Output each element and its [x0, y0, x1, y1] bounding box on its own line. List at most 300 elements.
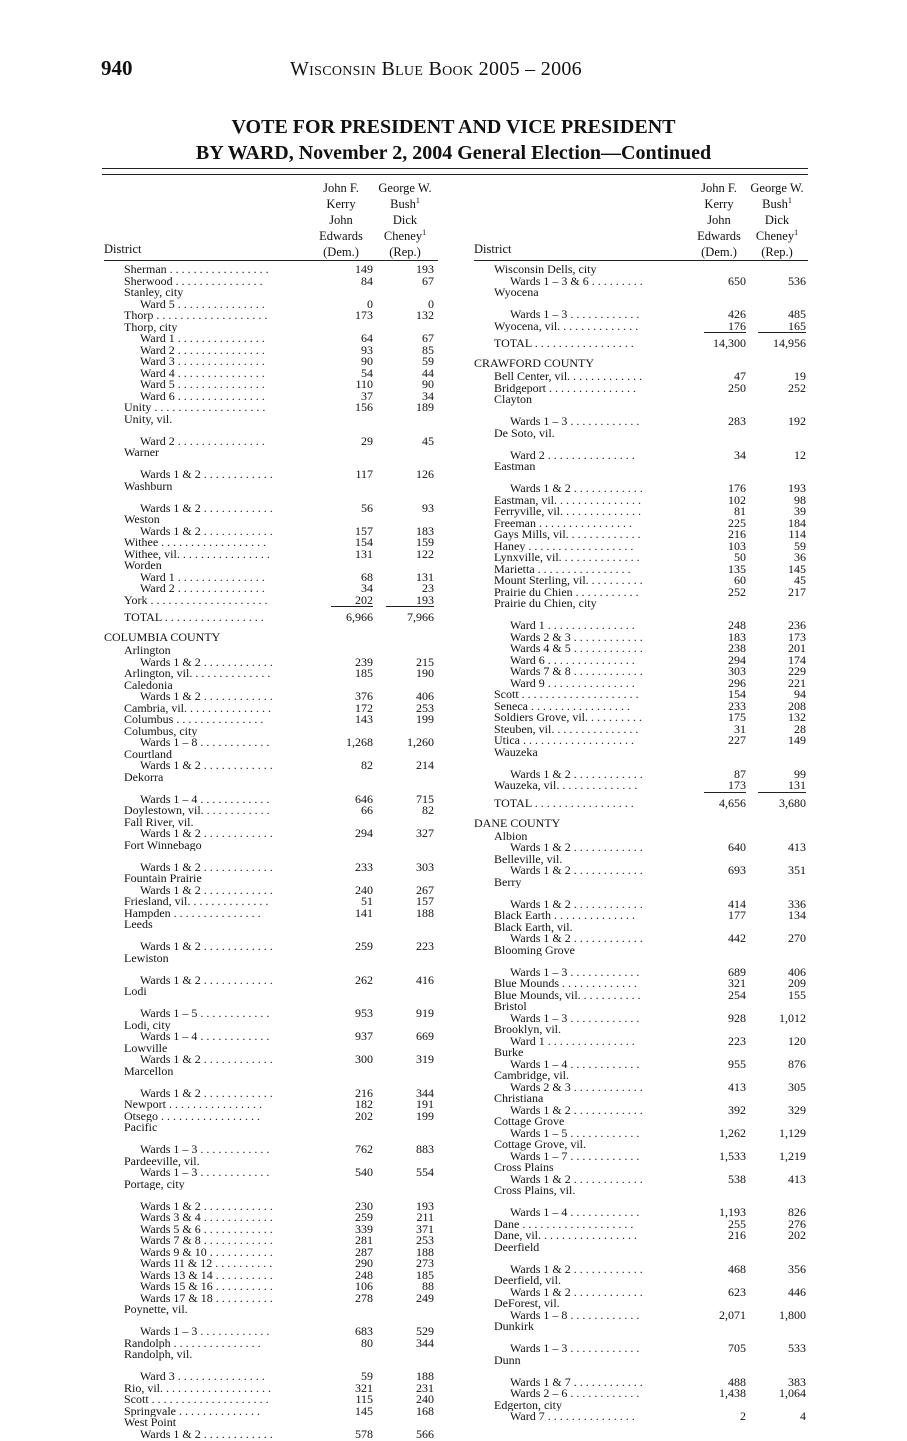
bush-votes: 132 [788, 710, 806, 724]
table-row [104, 1167, 438, 1179]
kerry-votes: 693 [728, 863, 746, 877]
bush-votes: 406 [416, 689, 434, 703]
bush-votes: 1,012 [779, 1010, 806, 1025]
bush-votes: 529 [416, 1324, 434, 1338]
bush-votes: 45 [794, 573, 806, 587]
bush-votes: 566 [416, 1426, 434, 1441]
district-name: Ward 9 . . . . . . . . . . . . . . . [510, 677, 635, 689]
kerry-votes: 143 [355, 712, 373, 726]
table-row [104, 447, 438, 459]
table-row [104, 523, 438, 538]
district-name: Wards 1 – 3 . . . . . . . . . . . . [510, 1343, 640, 1355]
bush-votes: 98 [794, 492, 806, 507]
bush-header-line: Bush [390, 197, 416, 211]
kerry-votes: 259 [355, 939, 373, 953]
table-row [474, 1010, 808, 1025]
district-name: Wards 17 & 18 . . . . . . . . . . [140, 1292, 273, 1304]
table-row [474, 552, 808, 564]
kerry-votes: 31 [734, 721, 746, 736]
table-row [474, 461, 808, 473]
district-name: Eastman [494, 461, 536, 473]
running-head: Wisconsin Blue Book 2005 – 2006 [290, 58, 582, 80]
table-row [104, 425, 438, 447]
bush-votes: 114 [788, 527, 806, 541]
table-row [104, 896, 438, 908]
district-name: Cross Plains, vil. [494, 1185, 576, 1197]
kerry-votes: 683 [355, 1324, 373, 1338]
county-heading-row [104, 630, 438, 645]
district-name: Wards 1 & 2 . . . . . . . . . . . . [510, 1286, 643, 1298]
bush-votes: 191 [416, 1097, 434, 1111]
bush-votes: 36 [794, 550, 806, 564]
table-row [104, 714, 438, 726]
table-row [104, 998, 438, 1020]
kerry-header-line: (Dem.) [701, 245, 737, 259]
bush-votes: 371 [416, 1221, 434, 1236]
table-row [104, 840, 438, 852]
table-row [474, 610, 808, 632]
table-row [104, 514, 438, 526]
kerry-votes: 34 [734, 447, 746, 462]
bush-votes: 44 [422, 365, 434, 380]
left-rows [104, 264, 438, 1440]
district-name: Marietta . . . . . . . . . . . . . . . . [494, 563, 631, 575]
kerry-votes: 115 [355, 1392, 373, 1406]
district-name: Wards 1 & 2 . . . . . . . . . . . . [140, 656, 273, 668]
bush-votes: 231 [416, 1380, 434, 1395]
kerry-votes: 29 [361, 433, 373, 448]
table-row [104, 828, 438, 840]
bush-votes: 554 [416, 1165, 434, 1179]
district-name: Blue Mounds, vil. . . . . . . . . . . [494, 989, 641, 1001]
table-row [104, 772, 438, 784]
bush-votes: 202 [788, 1228, 806, 1242]
total-row [474, 332, 808, 356]
district-name: Springvale . . . . . . . . . . . . . . [124, 1405, 260, 1417]
district-name: Wards 1 & 2 . . . . . . . . . . . . [140, 1428, 273, 1440]
district-name: Bristol [494, 1001, 527, 1013]
table-row [474, 1400, 808, 1412]
district-name: Wards 1 & 2 . . . . . . . . . . . . [510, 842, 643, 854]
table-row [104, 1020, 438, 1032]
district-name: Scott . . . . . . . . . . . . . . . . . . . . [494, 689, 639, 701]
kerry-votes: 1,268 [346, 735, 373, 749]
bush-votes: 669 [416, 1029, 434, 1043]
kerry-votes: 392 [728, 1102, 746, 1117]
district-name: De Soto, vil. [494, 427, 555, 439]
district-name: Wards 7 & 8 . . . . . . . . . . . . [140, 1235, 273, 1247]
bush-votes: 273 [416, 1256, 434, 1270]
bush-votes: 122 [416, 546, 434, 561]
bush-header-line: Cheney [383, 229, 423, 243]
bush-votes: 209 [788, 976, 806, 990]
bush-votes: 174 [788, 652, 806, 667]
district-name: Thorp . . . . . . . . . . . . . . . . . . . [124, 310, 268, 322]
header-rule [474, 260, 808, 261]
district-name: Prairie du Chien, city [494, 598, 597, 610]
kerry-votes: 64 [361, 331, 373, 345]
kerry-header-line: John F. [701, 181, 737, 195]
table-row [474, 933, 808, 945]
table-row [474, 1056, 808, 1071]
district-name: Lodi, city [124, 1019, 171, 1031]
table-row [474, 747, 808, 759]
district-name: Ward 2 . . . . . . . . . . . . . . . [140, 435, 265, 447]
kerry-votes: 149 [355, 262, 373, 276]
district-name: Withee . . . . . . . . . . . . . . . . . . [124, 537, 267, 549]
district-name: Wauzeka, vil. . . . . . . . . . . . . . [494, 780, 638, 792]
bush-votes: 383 [788, 1374, 806, 1389]
kerry-votes: 51 [361, 894, 373, 908]
table-row [104, 481, 438, 493]
county-heading-row [474, 816, 808, 831]
district-name: Eastman, vil. . . . . . . . . . . . . . . [494, 494, 641, 506]
table-row [104, 668, 438, 680]
county-heading-row [474, 356, 808, 371]
table-row [474, 1333, 808, 1355]
bush-votes: 199 [416, 1108, 434, 1123]
district-name: Christiana [494, 1093, 544, 1105]
district-name: Wards 1 & 2 . . . . . . . . . . . . [140, 884, 273, 896]
table-row [104, 583, 438, 595]
kerry-votes: 468 [728, 1261, 746, 1276]
bush-votes: 157 [416, 894, 434, 908]
table-row [474, 318, 808, 333]
table-row [104, 645, 438, 657]
district-name: Wards 1 & 2 . . . . . . . . . . . . [140, 941, 273, 953]
kerry-header [306, 180, 376, 260]
table-title: VOTE FOR PRESIDENT AND VICE PRESIDENT [231, 116, 676, 138]
table-row [104, 749, 438, 761]
district-name: Newport . . . . . . . . . . . . . . . . [124, 1099, 262, 1111]
table-row [474, 831, 808, 843]
kerry-votes: 47 [734, 369, 746, 383]
district-name: Otsego . . . . . . . . . . . . . . . . . [124, 1110, 260, 1122]
table-row [474, 584, 808, 599]
district-name: Stanley, city [124, 287, 184, 299]
table-row [474, 1079, 808, 1094]
table-row [474, 406, 808, 428]
kerry-votes: 185 [355, 666, 373, 680]
table-row [104, 333, 438, 345]
kerry-votes: 240 [355, 882, 373, 897]
table-row [474, 780, 808, 792]
bush-votes: 131 [758, 780, 806, 793]
district-name: Wards 1 & 2 . . . . . . . . . . . . [140, 691, 273, 703]
table-row [104, 1031, 438, 1043]
bush-votes: 919 [416, 1006, 434, 1020]
bush-votes: 14,956 [773, 336, 806, 350]
total-row [474, 792, 808, 816]
kerry-votes: 37 [361, 388, 373, 403]
district-name: Ward 2 . . . . . . . . . . . . . . . [140, 344, 265, 356]
table-row [104, 1426, 438, 1441]
district-name: Wards 3 & 4 . . . . . . . . . . . . [140, 1212, 273, 1224]
bush-votes: 59 [422, 354, 434, 368]
table-row [474, 1298, 808, 1310]
kerry-votes: 650 [728, 273, 746, 288]
kerry-votes: 106 [355, 1279, 373, 1293]
table-row [474, 854, 808, 866]
district-name: Ward 6 . . . . . . . . . . . . . . . [510, 654, 635, 666]
district-name: DeForest, vil. [494, 1298, 560, 1310]
district-name: TOTAL . . . . . . . . . . . . . . . . . [494, 338, 634, 350]
district-name: Haney . . . . . . . . . . . . . . . . . . [494, 540, 634, 552]
district-name: Wards 1 – 3 . . . . . . . . . . . . [510, 966, 640, 978]
district-name: Wards 1 & 2 . . . . . . . . . . . . [510, 1173, 643, 1185]
table-row [104, 1221, 438, 1236]
bush-votes: 344 [416, 1335, 434, 1350]
bush-votes: 416 [416, 972, 434, 987]
district-name: Dunn [494, 1354, 521, 1366]
kerry-votes: 0 [367, 296, 373, 311]
kerry-votes: 953 [355, 1006, 373, 1020]
kerry-votes: 1,193 [719, 1205, 746, 1219]
bush-votes: 88 [422, 1279, 434, 1293]
table-row [474, 1001, 808, 1013]
table-row [104, 882, 438, 897]
district-name: West Point [124, 1417, 177, 1429]
bush-votes: 188 [416, 1369, 434, 1383]
kerry-votes: 689 [728, 964, 746, 979]
bush-votes: 28 [794, 721, 806, 736]
kerry-votes: 321 [355, 1380, 373, 1395]
bush-votes: 1,800 [779, 1307, 806, 1322]
bush-votes: 329 [788, 1102, 806, 1117]
table-row [104, 1190, 438, 1212]
table-row [474, 1162, 808, 1174]
bush-votes: 183 [416, 523, 434, 538]
district-name: Lowville [124, 1042, 168, 1054]
bush-votes: 319 [416, 1052, 434, 1066]
table-row [474, 652, 808, 667]
district-name: Unity, vil. [124, 413, 173, 425]
kerry-votes: 103 [728, 538, 746, 553]
bush-votes: 267 [416, 882, 434, 897]
kerry-votes: 1,438 [719, 1386, 746, 1400]
district-name: Utica . . . . . . . . . . . . . . . . . . . [494, 735, 634, 747]
bush-votes: 159 [416, 535, 434, 549]
table-row [104, 264, 438, 276]
district-name: Wauzeka [494, 746, 538, 758]
district-name: Ward 4 . . . . . . . . . . . . . . . [140, 367, 265, 379]
table-row [474, 1307, 808, 1322]
kerry-votes: 145 [355, 1403, 373, 1418]
kerry-votes: 90 [361, 354, 373, 368]
table-row [104, 365, 438, 380]
district-name: Wards 2 – 6 . . . . . . . . . . . . [510, 1388, 640, 1400]
district-name: Arlington [124, 645, 171, 657]
district-name: Wards 1 – 3 . . . . . . . . . . . . [510, 1012, 640, 1024]
kerry-votes: 254 [728, 987, 746, 1002]
kerry-votes: 2 [740, 1409, 746, 1423]
bush-votes: 188 [416, 905, 434, 920]
bush-votes: 132 [416, 308, 434, 322]
bush-votes: 184 [788, 515, 806, 530]
bush-header-line: Cheney [755, 229, 795, 243]
district-name: Wards 7 & 8 . . . . . . . . . . . . [510, 666, 643, 678]
district-name: Unity . . . . . . . . . . . . . . . . . . . [124, 402, 266, 414]
bush-votes: 211 [416, 1210, 434, 1224]
district-name: Rio, vil. . . . . . . . . . . . . . . . . . . [124, 1382, 272, 1394]
bush-votes: 1,129 [779, 1125, 806, 1140]
bush-votes: 165 [758, 321, 806, 334]
bush-votes: 327 [416, 826, 434, 840]
table-row [104, 905, 438, 920]
bush-votes: 253 [416, 700, 434, 715]
table-row [474, 1284, 808, 1299]
bush-votes: 12 [794, 447, 806, 462]
table-row [474, 473, 808, 495]
table-row [474, 299, 808, 321]
district-name: Wards 1 – 8 . . . . . . . . . . . . [510, 1309, 640, 1321]
table-row [474, 865, 808, 877]
bush-votes: 193 [386, 595, 434, 608]
kerry-votes: 928 [728, 1010, 746, 1025]
district-name: Wards 1 & 2 . . . . . . . . . . . . [510, 898, 643, 910]
bush-votes: 3,680 [779, 795, 806, 810]
kerry-votes: 1,262 [719, 1125, 746, 1140]
table-row [474, 1275, 808, 1287]
district-name: TOTAL . . . . . . . . . . . . . . . . . [494, 797, 634, 809]
table-row [104, 1380, 438, 1395]
district-name: Wards 11 & 12 . . . . . . . . . . [140, 1258, 273, 1270]
bush-votes: 214 [416, 758, 434, 772]
district-header: District [104, 242, 142, 256]
bush-votes: 67 [422, 273, 434, 288]
district-name: Bell Center, vil. . . . . . . . . . . . . [494, 371, 643, 383]
district-name: Doylestown, vil. . . . . . . . . . . . [124, 805, 270, 817]
table-row [104, 296, 438, 311]
kerry-votes: 413 [728, 1079, 746, 1094]
table-row [104, 783, 438, 805]
district-name: Deerfield, vil. [494, 1275, 561, 1287]
table-row [474, 1355, 808, 1367]
table-row [474, 380, 808, 395]
table-row [474, 1116, 808, 1128]
table-row [474, 1216, 808, 1231]
table-row [104, 1335, 438, 1350]
table-row [104, 1403, 438, 1418]
bush-votes: 185 [416, 1267, 434, 1282]
bush-votes: 236 [788, 618, 806, 632]
table-row [474, 506, 808, 518]
district-name: Dunkirk [494, 1321, 534, 1333]
bush-votes: 23 [422, 581, 434, 595]
bush-votes: 192 [788, 414, 806, 428]
kerry-votes: 154 [728, 687, 746, 701]
bush-votes: 253 [416, 1233, 434, 1247]
district-name: Wards 1 – 3 & 6 . . . . . . . . . [510, 275, 643, 287]
table-row [104, 1258, 438, 1270]
table-row [474, 987, 808, 1002]
bush-votes: 120 [788, 1033, 806, 1048]
table-row [474, 1185, 808, 1197]
table-row [474, 675, 808, 690]
bush-header-line: Bush [762, 197, 788, 211]
bush-votes: 99 [794, 766, 806, 781]
bush-votes: 876 [788, 1056, 806, 1071]
table-row [474, 735, 808, 747]
kerry-votes: 87 [734, 766, 746, 781]
bush-votes: 883 [416, 1142, 434, 1156]
district-name: Wards 1 & 2 . . . . . . . . . . . . [140, 760, 273, 772]
kerry-votes: 176 [704, 321, 746, 334]
kerry-votes: 294 [728, 652, 746, 667]
table-row [474, 1171, 808, 1186]
table-row [474, 1070, 808, 1082]
district-name: COLUMBIA COUNTY [104, 630, 221, 644]
district-name: Wards 1 – 5 . . . . . . . . . . . . [140, 1008, 270, 1020]
table-row [474, 1125, 808, 1140]
table-row [474, 1148, 808, 1163]
table-row [104, 691, 438, 703]
bush-votes: 1,064 [779, 1386, 806, 1400]
district-name: Lewiston [124, 952, 169, 964]
district-name: Ward 3 . . . . . . . . . . . . . . . [140, 356, 265, 368]
district-name: Cottage Grove, vil. [494, 1139, 586, 1151]
table-row [104, 1349, 438, 1361]
kerry-votes: 321 [728, 976, 746, 990]
district-name: Thorp, city [124, 321, 178, 333]
table-row [474, 1139, 808, 1151]
district-name: Wards 1 – 4 . . . . . . . . . . . . [510, 1207, 640, 1219]
district-name: Weston [124, 514, 160, 526]
kerry-votes: 287 [355, 1244, 373, 1259]
table-row [474, 1321, 808, 1333]
district-name: Wards 5 & 6 . . . . . . . . . . . . [140, 1223, 273, 1235]
district-name: Wards 2 & 3 . . . . . . . . . . . . [510, 631, 643, 643]
district-name: Arlington, vil. . . . . . . . . . . . . . [124, 668, 271, 680]
kerry-votes: 56 [361, 500, 373, 515]
bush-votes: 59 [794, 538, 806, 553]
table-row [104, 1156, 438, 1168]
table-row [104, 737, 438, 749]
district-name: Blooming Grove [494, 944, 575, 956]
table-row [104, 1394, 438, 1406]
district-name: Cambridge, vil. [494, 1070, 569, 1082]
district-name: Ward 1 . . . . . . . . . . . . . . . [510, 1035, 635, 1047]
kerry-votes: 81 [734, 504, 746, 518]
table-subtitle: BY WARD, November 2, 2004 General Election—Continued [195, 142, 712, 164]
table-row [104, 1179, 438, 1191]
table-row [104, 1235, 438, 1247]
bush-votes: 131 [416, 569, 434, 584]
kerry-votes: 173 [704, 780, 746, 793]
district-name: Ward 3 . . . . . . . . . . . . . . . [140, 1371, 265, 1383]
district-name: Wards 9 & 10 . . . . . . . . . . . [140, 1246, 273, 1258]
kerry-votes: 172 [355, 700, 373, 715]
table-row [104, 402, 438, 414]
kerry-votes: 488 [728, 1374, 746, 1389]
district-name: Wards 1 & 2 . . . . . . . . . . . . [510, 933, 643, 945]
kerry-votes: 175 [728, 710, 746, 724]
footnote-mark: 1 [422, 227, 427, 237]
bush-votes: 7,966 [407, 610, 434, 624]
kerry-votes: 248 [355, 1267, 373, 1282]
district-name: Leeds [124, 919, 153, 931]
district-name: Wisconsin Dells, city [494, 264, 597, 276]
kerry-votes: 2,071 [719, 1307, 746, 1322]
district-name: Edgerton, city [494, 1399, 562, 1411]
district-name: Washburn [124, 480, 173, 492]
bush-votes: 351 [788, 863, 806, 877]
kerry-votes: 82 [361, 758, 373, 772]
kerry-votes: 50 [734, 550, 746, 564]
bush-votes: 193 [788, 481, 806, 495]
kerry-votes: 540 [355, 1165, 373, 1179]
kerry-votes: 1,533 [719, 1148, 746, 1163]
